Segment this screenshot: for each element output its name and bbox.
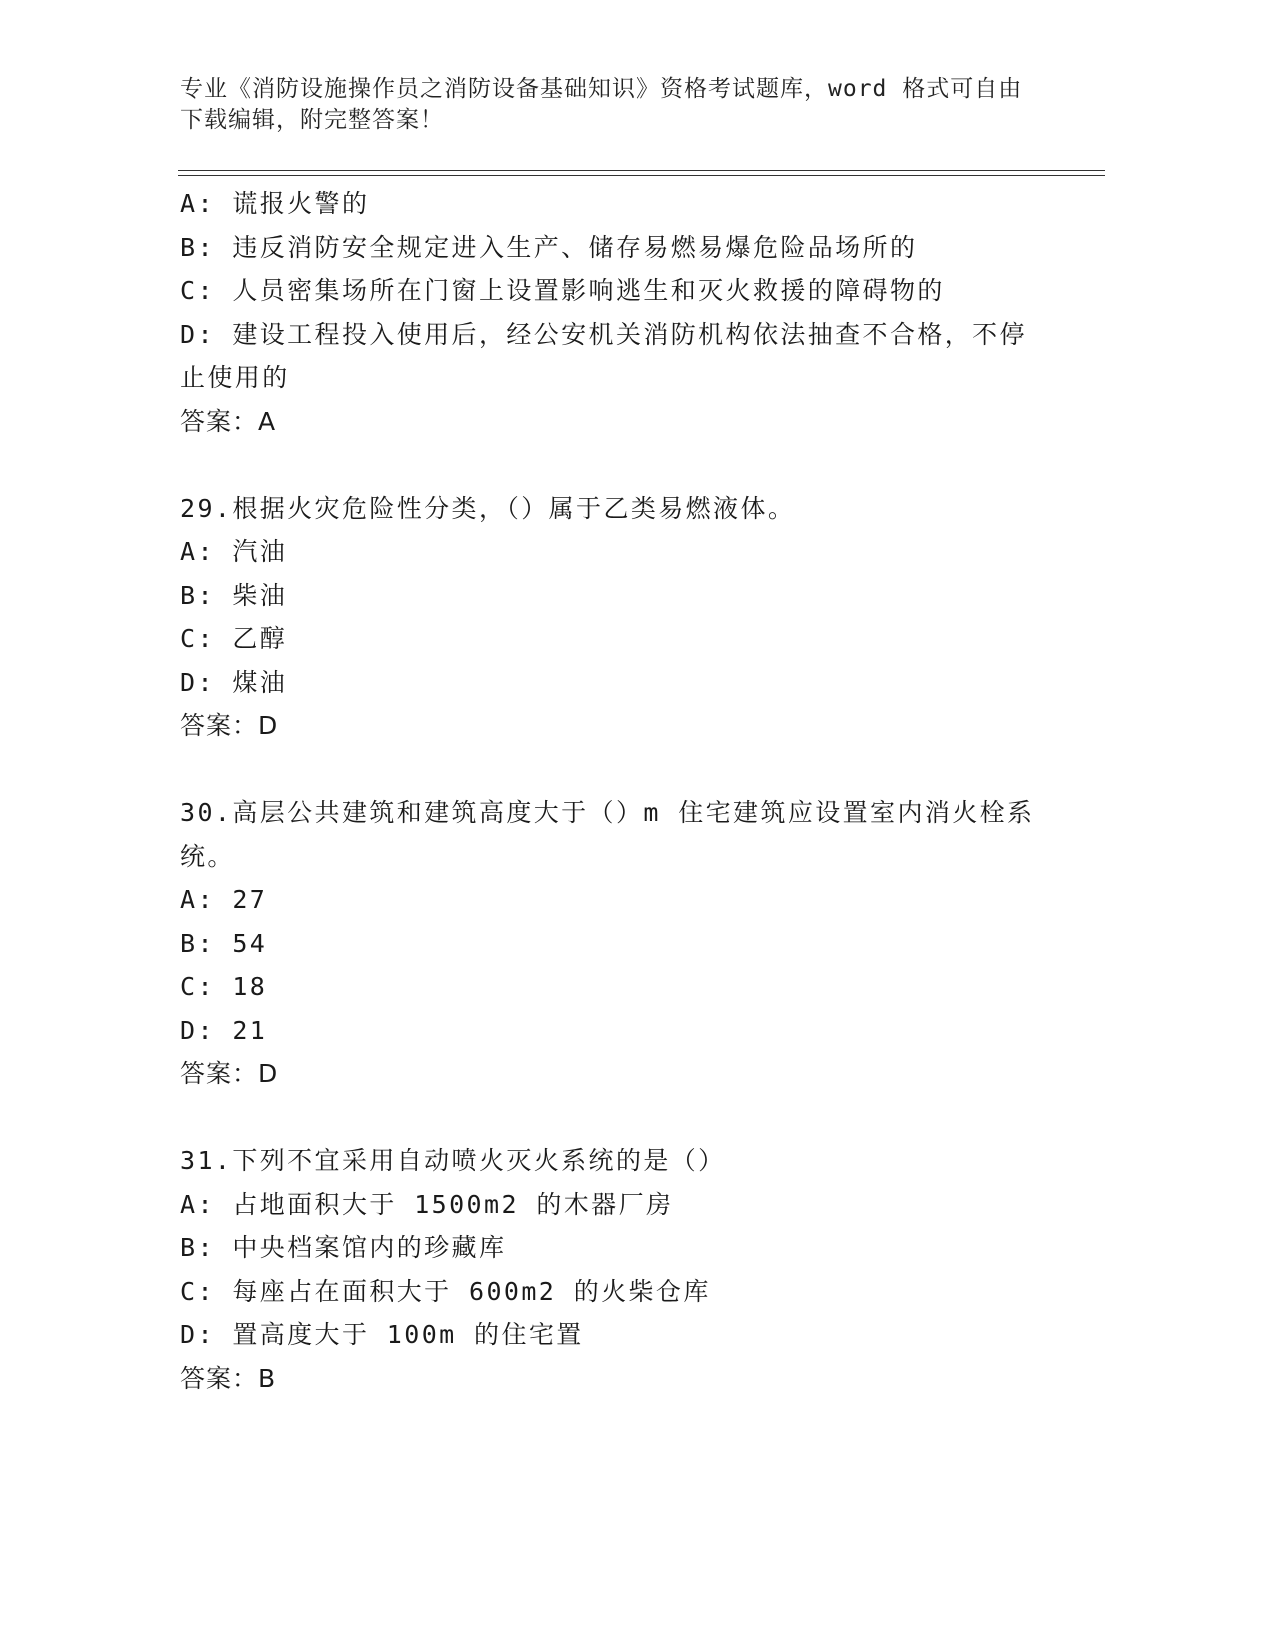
header-divider-bottom [178,175,1105,176]
option-c: C: 每座占在面积大于 600m2 的火柴仓库 [180,1276,711,1306]
option-d: D: 建设工程投入使用后，经公安机关消防机构依法抽查不合格，不停止使用的 [180,319,1027,392]
header-divider-top [178,170,1105,171]
option-c: C: 人员密集场所在门窗上设置影响逃生和灭火救援的障碍物的 [180,276,945,305]
option-b: B: 柴油 [180,580,288,610]
question-text: 30.高层公共建筑和建筑高度大于（）m 住宅建筑应设置室内消火栓系统。 [180,798,1035,871]
answer-label: 答案：D [180,1059,279,1088]
question-content [180,182,1040,1400]
spacer [180,443,1040,487]
answer-label: 答案：A [180,406,277,436]
document-header: 专业《消防设施操作员之消防设备基础知识》资格考试题库，word 格式可自由下载编辑，附完整答案！ [180,76,1023,133]
question-text: 31.下列不宜采用自动喷火灭火系统的是（） [180,1146,726,1175]
option-a: A: 谎报火警的 [180,189,370,218]
option-a: A: 27 [180,885,268,914]
option-c: C: 18 [180,972,268,1001]
option-d: D: 煤油 [180,667,288,697]
option-a: A: 占地面积大于 1500m2 的木器厂房 [180,1189,674,1219]
question-30 [180,791,1040,1096]
question-29 [180,487,1040,748]
option-d: D: 置高度大于 100m 的住宅置 [180,1320,584,1349]
option-c: C: 乙醇 [180,624,288,653]
question-text: 29.根据火灾危险性分类，（）属于乙类易燃液体。 [180,493,796,523]
question-31 [180,1139,1040,1400]
option-b: B: 54 [180,928,268,958]
spacer [180,748,1040,792]
option-b: B: 中央档案馆内的珍藏库 [180,1233,507,1262]
option-d: D: 21 [180,1015,268,1045]
answer-label: 答案：D [180,711,279,740]
option-b: B: 违反消防安全规定进入生产、储存易燃易爆危险品场所的 [180,232,918,262]
question-28 [180,182,1040,443]
spacer [180,1096,1040,1140]
option-a: A: 汽油 [180,537,288,566]
answer-label: 答案：B [180,1363,277,1393]
